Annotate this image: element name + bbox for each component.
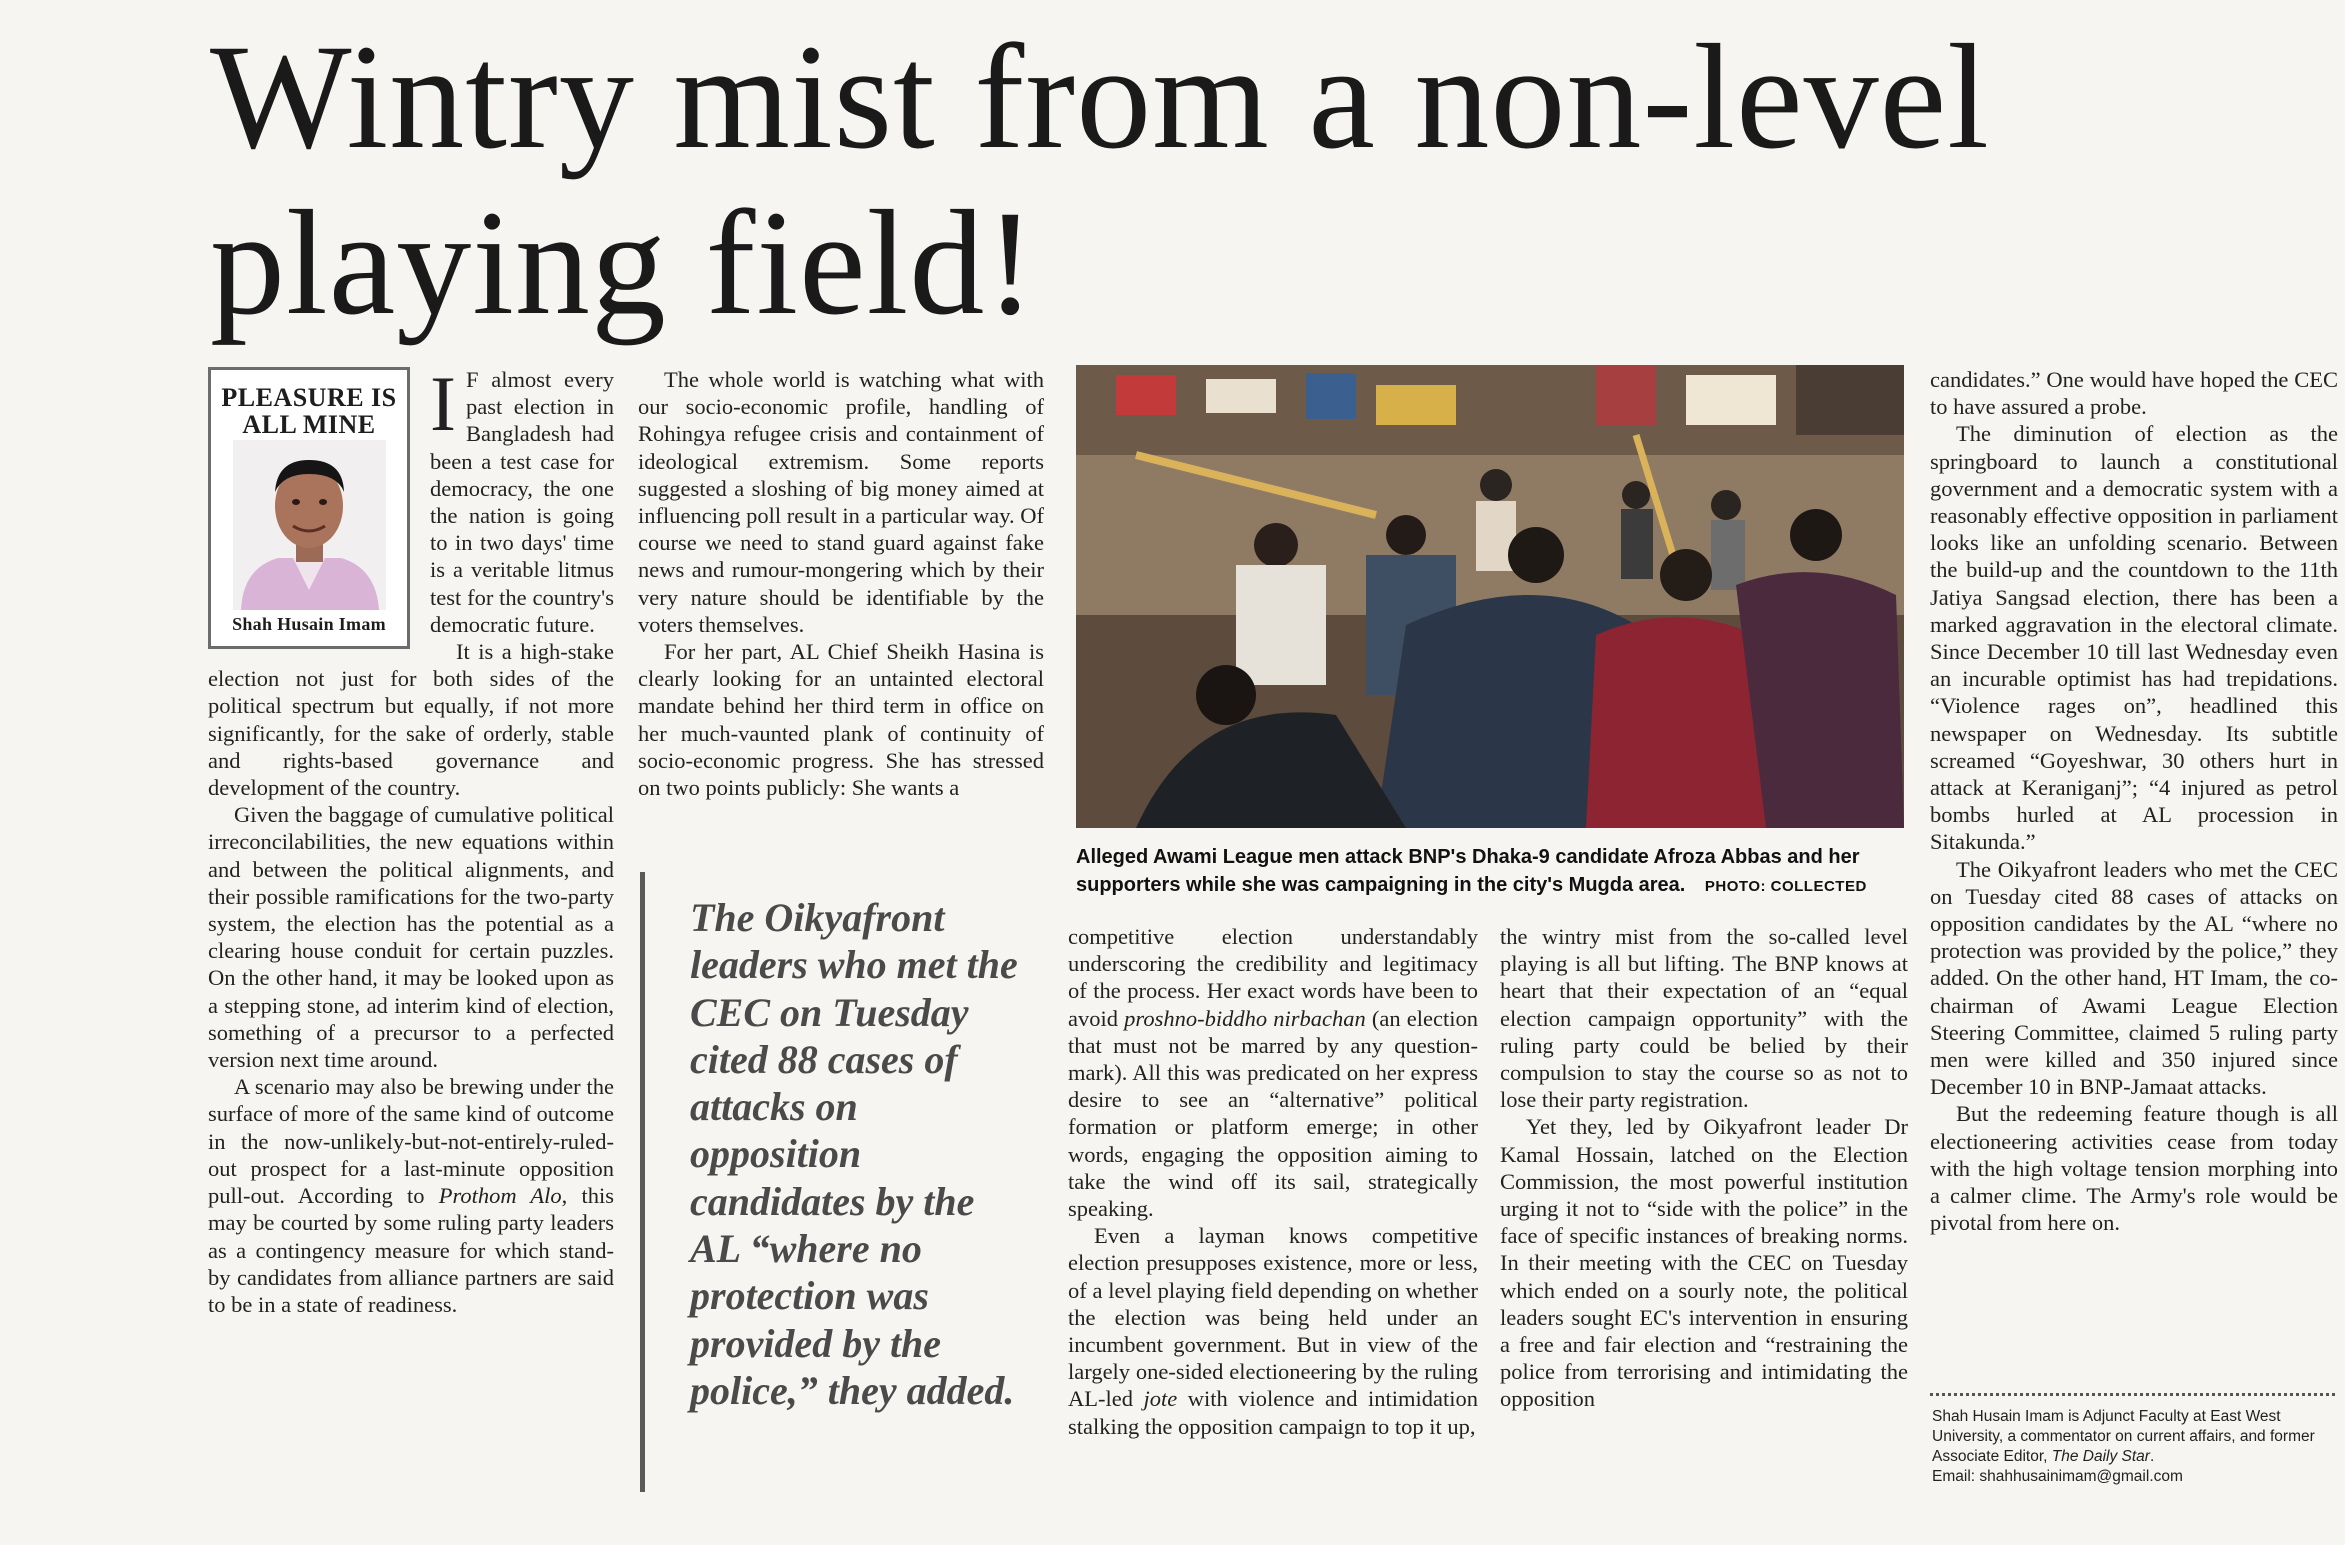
byline-spacer [208, 366, 430, 662]
headline-line-1: Wintry mist from a non-level [210, 14, 1990, 180]
paragraph-6: For her part, AL Chief Sheikh Hasina is clearly looking for an untainted electoral mandate behind her third term in office on her much-vaunted plank of continuity of socio-economic progress. She has stressed on two points publicly: She wants a [638, 639, 1044, 801]
paragraph-1-text: F almost every past election in Bangladesh had been a test case for democracy, the one the nation is going to in two days' time is a veritable litmus test for the country's democratic future. [430, 367, 614, 637]
article-column-5 [1930, 366, 2338, 1237]
paragraph-10: Yet they, led by Oikyafront leader Dr Kamal Hossain, latched on the Election Commission, the most powerful institution urging it not to “side with the police” in the face of specific instances of breaking norms. In their meeting with the CEC on Tuesday which ended on a sourly note, the political leaders sought EC's intervention in ensuring a free and fair election and “restraining the police from terrorising and intimidating the opposition [1500, 1114, 1908, 1412]
author-bio [1932, 1407, 2342, 1487]
bio-period: . [2149, 1448, 2155, 1465]
bio-newspaper: The Daily Star [2051, 1448, 2150, 1465]
photo-credit: PHOTO: COLLECTED [1704, 878, 1867, 895]
article-column-4 [1500, 923, 1908, 1413]
paragraph-13: The Oikyafront leaders who met the CEC on Tuesday cited 88 cases of attacks on opposition candidates by the AL “where no protection was provided by the police,” they added. On the other hand, HT Imam, the co-chairman of Awami League Election Steering Committee, claimed 5 ruling party men were killed and 350 injured since December 10 in BNP-Jamaat attacks. [1930, 856, 2338, 1100]
paragraph-12: The diminution of election as the springboard to launch a constitutional government and a democratic system with a reasonably effective opposition in parliament looks like an unfolding scenario. Between the build-up and the countdown to the 11th Jatiya Sangsad election, there has been a marked aggravation in the electoral climate. Since December 10 till last Wednesday even an incurable optimist has had trepidations. “Violence rages on”, headlined this newspaper on Wednesday. Its subtitle screamed “Goyeshwar, 30 others hurt in attack at Keraniganj”; “4 injured as petrol bombs hurled at AL procession in Sitakunda.” [1930, 421, 2338, 855]
paragraph-7-text-a: competitive election understandably underscoring the credibility and legitimacy of the process. Her exact words have been to avoid [1068, 924, 1478, 1031]
paragraph-9: the wintry mist from the so-called level playing is all but lifting. The BNP knows at heart that their expectation of an “equal election campaign opportunity” with the ruling party could be belied by their compulsion to stay the course so as not to lose their party registration. [1500, 924, 1908, 1113]
author-email: Email: shahhusainimam@gmail.com [1932, 1468, 2183, 1485]
paragraph-4-text-b: , this may be courted by some ruling party leaders as a contingency measure for which stand-by candidates from alliance partners are said to be in a state of readiness. [208, 1183, 614, 1317]
photo-caption [1076, 843, 1912, 901]
paragraph-5: The whole world is watching what with our socio-economic profile, handling of Rohingya refugee crisis and containment of ideological extremism. Some reports suggested a sloshing of big money aimed at influencing poll result in a particular way. Of course we need to stand guard against fake news and rumour-mongering which by their very nature should be identifiable by the voters themselves. [638, 367, 1044, 637]
author-name: Shah Husain Imam [232, 614, 386, 634]
column-name-line-1: PLEASURE IS [221, 383, 397, 412]
newspaper-name: Prothom Alo [438, 1183, 562, 1209]
paragraph-11: candidates.” One would have hoped the CEC to have assured a probe. [1930, 367, 2338, 420]
paragraph-8-text-a: Even a layman knows competitive election presupposes existence, more or less, of a level playing field depending on whether the election was being held under an incumbent government. But in view of the largely one-sided electioneering by the ruling AL-led [1068, 1223, 1478, 1412]
headline [210, 14, 2210, 346]
paragraph-3: Given the baggage of cumulative political irreconcilabilities, the new equations within and between the political alignments, and their possible ramifications for the two-party system, the election has the potential as a clearing house conduit for certain puzzles. On the other hand, it may be looked upon as a stepping stone, ad interim kind of election, something of a precursor to a perfected version next time around. [208, 802, 614, 1073]
paragraph-2: It is a high-stake election not just for both sides of the political spectrum but equally, if not more significantly, for the sake of orderly, stable and rights-based governance and development of the country. [208, 639, 614, 801]
bio-text: Shah Husain Imam is Adjunct Faculty at East West University, a commentator on current affairs, and former Associate Editor, [1932, 1408, 2315, 1465]
paragraph-8-text-b: with violence and intimidation stalking the opposition campaign to top it up, [1068, 1386, 1478, 1439]
jote-word: jote [1143, 1386, 1178, 1412]
news-photo [1076, 365, 1904, 828]
headline-line-2: playing field! [210, 180, 1037, 346]
paragraph-8 [1068, 1222, 1478, 1440]
pull-quote-bar [640, 872, 645, 1492]
article-column-1 [208, 360, 614, 1318]
paragraph-4 [208, 1073, 614, 1318]
paragraph-7 [1068, 923, 1478, 1222]
paragraph-4-text-a: A scenario may also be brewing under the surface of more of the same kind of outcome in the now-unlikely-but-not-entirely-ruled-out prospect for a last-minute opposition pull-out. According to [208, 1074, 614, 1209]
pull-quote: The Oikyafront leaders who met the CEC on Tuesday cited 88 cases of attacks on opposition candidates by the AL “where no protection was provided by the police,” they added. [690, 895, 1018, 1413]
column-name-line-2: ALL MINE [242, 410, 376, 439]
article-column-2 [638, 366, 1044, 801]
drop-cap: I [430, 360, 456, 447]
bangla-phrase: proshno-biddho nirbachan [1124, 1005, 1366, 1031]
article-column-3 [1068, 923, 1478, 1440]
paragraph-7-text-b: (an election that must not be marred by any question-mark). All this was predicated on her express desire to see an “alternative” political formation or platform emerge; in other words, engaging the opposition aiming to take the wind off its sail, strategically speaking. [1068, 1005, 1478, 1222]
paragraph-14: But the redeeming feature though is all electioneering activities cease from today with the high voltage tension morphing into a calmer clime. The Army's role would be pivotal from here on. [1930, 1101, 2338, 1236]
caption-text: Alleged Awami League men attack BNP's Dhaka-9 candidate Afroza Abbas and her supporters while she was campaigning in the city's Mugda area. [1076, 846, 1860, 896]
bio-divider [1930, 1393, 2335, 1396]
